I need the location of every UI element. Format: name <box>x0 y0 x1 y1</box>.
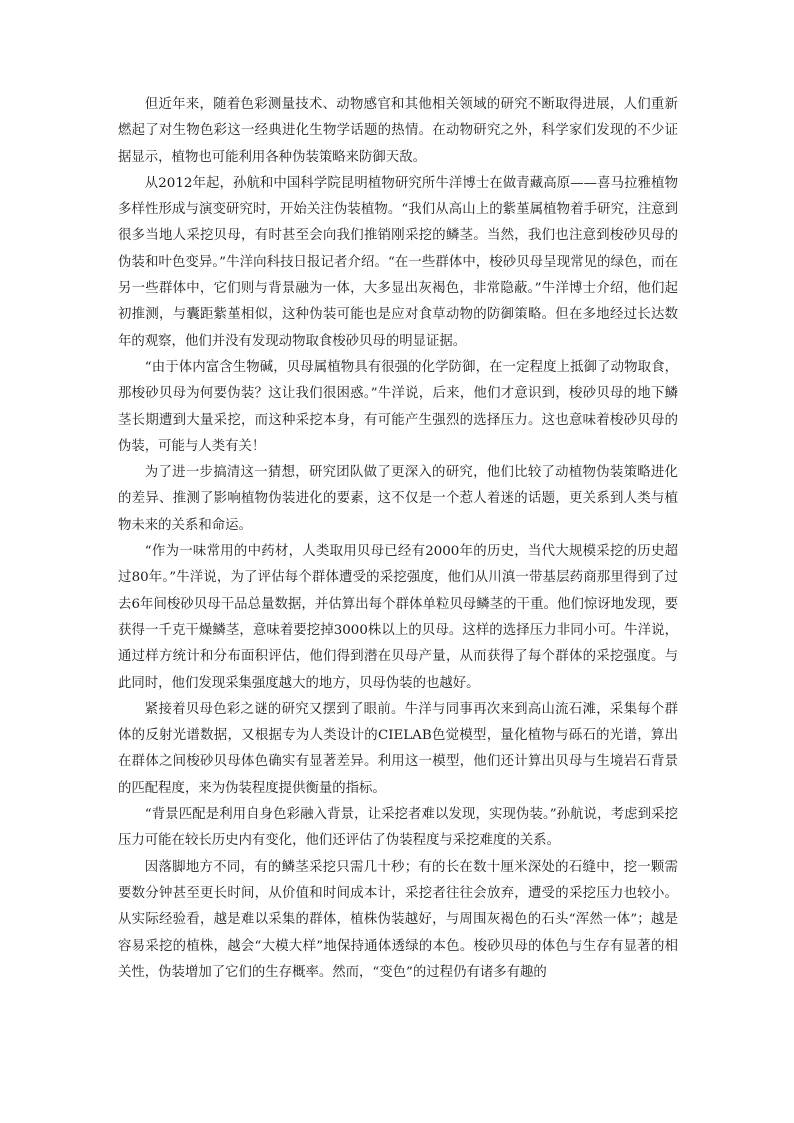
paragraph-7: “背景匹配是利用自身色彩融入背景，让采挖者难以发现，实现伪装。”孙航说，考虑到采挖压力可能在较长历史内有变化，他们还评估了伪装程度与采挖难度的关系。 <box>118 807 678 849</box>
paragraph-8: 因落脚地方不同，有的鳞茎采挖只需几十秒；有的长在数十厘米深处的石缝中，挖一颗需要数分钟甚至更长时间，从价值和时间成本计，采挖者往往会放弃，遭受的采挖压力也较小。从实际经验看，越是难以采集的群体，植株伪装越好，与周围灰褐色的石头“浑然一体”；越是容易采挖的植株，越会“大模大样”地保持通体透绿的本色。梭砂贝母的体色与生存有显著的相关性，伪装增加了它们的生存概率。然而，“变色”的过程仍有诸多有趣的 <box>118 859 678 980</box>
article-body <box>118 92 678 986</box>
paragraph-5: “作为一味常用的中药材，人类取用贝母已经有2000年的历史，当代大规模采挖的历史超过80年。”牛洋说，为了评估每个群体遭受的采挖强度，他们从川滇一带基层药商那里得到了过去6年间梭砂贝母干品总量数据，并估算出每个群体单粒贝母鳞茎的干重。他们惊讶地发现，要获得一千克干燥鳞茎，意味着要挖掉3000株以上的贝母。这样的选择压力非同小可。牛洋说，通过样方统计和分布面积评估，他们得到潜在贝母产量，从而获得了每个群体的采挖强度。与此同时，他们发现采集强度越大的地方，贝母伪装的也越好。 <box>118 544 678 691</box>
paragraph-2: 从2012年起，孙航和中国科学院昆明植物研究所牛洋博士在做青藏高原——喜马拉雅植物多样性形成与演变研究时，开始关注伪装植物。“我们从高山上的紫堇属植物着手研究，注意到很多当地人采挖贝母，有时甚至会向我们推销刚采挖的鳞茎。当然，我们也注意到梭砂贝母的伪装和叶色变异。”牛洋向科技日报记者介绍。“在一些群体中，梭砂贝母呈现常见的绿色，而在另一些群体中，它们则与背景融为一体，大多显出灰褐色，非常隐蔽。”牛洋博士介绍，他们起初推测，与囊距紫堇相似，这种伪装可能也是应对食草动物的防御策略。但在多地经过长达数年的观察，他们并没有发现动物取食梭砂贝母的明显证据。 <box>118 175 678 349</box>
paragraph-4: 为了进一步搞清这一猜想，研究团队做了更深入的研究，他们比较了动植物伪装策略进化的差异、推测了影响植物伪装进化的要素，这不仅是一个惹人着迷的话题，更关系到人类与植物未来的关系和命运。 <box>118 465 678 533</box>
paragraph-1: 但近年来，随着色彩测量技术、动物感官和其他相关领域的研究不断取得进展，人们重新燃起了对生物色彩这一经典进化生物学话题的热情。在动物研究之外，科学家们发现的不少证据显示，植物也可能利用各种伪装策略来防御天敌。 <box>118 97 678 165</box>
paragraph-6: 紧接着贝母色彩之谜的研究又摆到了眼前。牛洋与同事再次来到高山流石滩，采集每个群体的反射光谱数据，又根据专为人类设计的CIELAB色觉模型，量化植物与砾石的光谱，算出在群体之间梭砂贝母体色确实有显著差异。利用这一模型，他们还计算出贝母与生境岩石背景的匹配程度，来为伪装程度提供衡量的指标。 <box>118 701 678 796</box>
paragraph-3: “由于体内富含生物碱，贝母属植物具有很强的化学防御，在一定程度上抵御了动物取食，那梭砂贝母为何要伪装？这让我们很困惑。”牛洋说，后来，他们才意识到，梭砂贝母的地下鳞茎长期遭到大量采挖，而这种采挖本身，有可能产生强烈的选择压力。这也意味着梭砂贝母的伪装，可能与人类有关！ <box>118 359 678 454</box>
